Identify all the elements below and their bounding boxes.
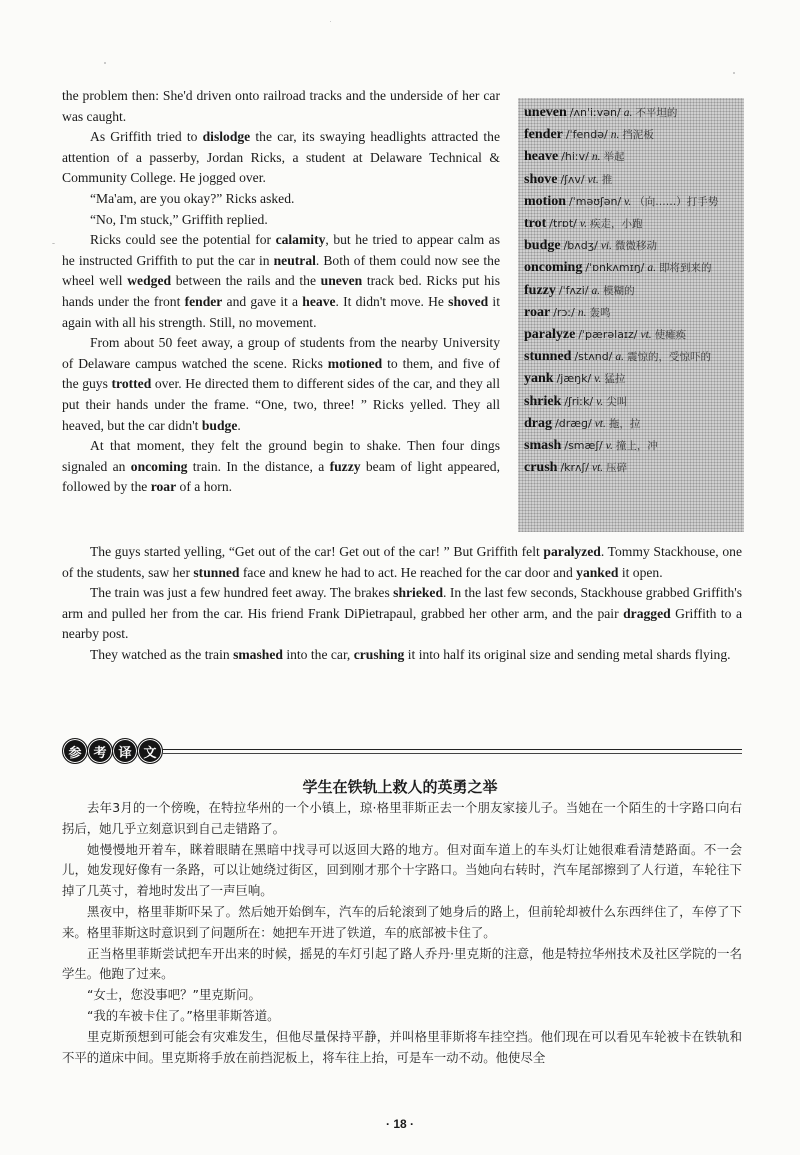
vocab-entry: [524, 146, 738, 168]
vocab-word: oncoming: [524, 260, 583, 276]
translation-paragraph: 黑夜中，格里菲斯吓呆了。然后她开始倒车，汽车的后轮滚到了她身后的路上，但前轮却被什么东西绊住了，车停了下来。格里菲斯这时意识到了问题所在：她把车开进了铁道，车的底部被卡住了。: [62, 903, 742, 940]
story-text-run: The train was just a few hundred feet away. The brakes: [90, 585, 394, 601]
vocab-ipa: /ˈfʌzi/: [558, 283, 589, 297]
story-paragraph: [62, 583, 742, 645]
vocab-word: yank: [524, 371, 554, 387]
vocab-term-highlight: fender: [184, 293, 223, 309]
vocab-entry: [524, 169, 738, 191]
vocab-word: smash: [524, 438, 562, 454]
story-text-run: “Ma'am, are you okay?” Ricks asked.: [90, 190, 295, 206]
story-text-run: .: [237, 417, 241, 433]
vocab-term-highlight: shoved: [448, 293, 489, 309]
vocab-pos: vi.: [600, 240, 613, 253]
vocab-def: 即将到来的: [659, 262, 712, 275]
story-text-run: train. In the distance, a: [187, 458, 330, 474]
vocab-ipa: /dræɡ/: [555, 416, 592, 430]
header-badge: 文: [137, 738, 163, 764]
vocab-entry: [524, 324, 738, 346]
vocab-def: 推: [601, 173, 613, 186]
vocab-term-highlight: paralyzed: [543, 544, 601, 559]
story-text-run: Griffith to a nearby post.: [62, 605, 742, 642]
story-text-run: . In the last few seconds, Stackhouse grabbed Griffith's arm and pulled her from the car. His friend Frank DiPietrapaul, grabbed her other arm, and the pair: [62, 585, 742, 621]
vocab-ipa: /bʌdʒ/: [563, 239, 598, 253]
header-badge: 考: [87, 738, 113, 764]
story-paragraph: [62, 127, 500, 189]
vocab-entry: [524, 213, 738, 235]
vocab-term-highlight: dislodge: [202, 129, 251, 145]
story-text-run: From about 50 feet away, a group of students from the nearby University of Delaware campus watched the scene. Ricks: [62, 335, 500, 371]
story-text-run: As Griffith tried to: [90, 129, 203, 145]
vocab-pos: v.: [624, 195, 632, 208]
vocab-def: 压碎: [606, 462, 628, 475]
vocab-pos: v.: [596, 395, 604, 408]
vocab-word: crush: [524, 460, 558, 476]
scan-speck: [330, 21, 331, 22]
vocab-def: 使瘫痪: [654, 329, 687, 342]
vocab-def: 举起: [603, 151, 625, 164]
vocab-ipa: /ˈpærəlaɪz/: [578, 328, 638, 342]
story-text-run: . Tommy Stackhouse, one of the students, saw her: [62, 544, 743, 580]
scan-speck: [104, 62, 106, 64]
vocab-pos: vt.: [587, 173, 599, 186]
story-text-run: face and knew he had to act. He reached for the car door and: [239, 564, 577, 580]
translation-paragraph: 里克斯预想到可能会有灾难发生，但他尽量保持平静，并叫格里菲斯将车挂空挡。他们现在可以看见车轮被卡在铁轨和不平的道床中间。里克斯将手放在前挡泥板上，将车往上抬，可是车一动不动。他使尽全: [62, 1028, 742, 1065]
header-badge: 译: [112, 738, 138, 764]
vocab-word: motion: [524, 193, 566, 209]
vocab-entry: [524, 391, 738, 413]
translation-paragraph: 她慢慢地开着车，眯着眼睛在黑暗中找寻可以返回大路的地方。但对面车道上的车头灯让她很难看清楚路面。不一会儿，她发现好像有一条路，可以让她绕过街区，回到刚才那个十字路口。当她向右转时，汽车尾部擦到了人行道，车轮往下掉了几英寸，着地时发出了一声巨响。: [62, 841, 742, 899]
vocab-ipa: /ˈɒnkʌmɪŋ/: [585, 261, 645, 275]
vocab-def: 微微移动: [615, 240, 658, 253]
story-paragraph: [62, 645, 742, 666]
vocab-pos: vt.: [591, 462, 604, 475]
header-rule: [162, 753, 742, 754]
story-text-run: it again with all his strength. Still, no movement.: [62, 293, 500, 330]
vocab-entry: [524, 368, 738, 390]
story-text-run: between the rails and the: [171, 273, 321, 289]
header-rule: [162, 749, 742, 750]
vocab-term-highlight: motioned: [327, 355, 383, 371]
vocab-ipa: /krʌʃ/: [560, 461, 589, 475]
vocab-entry: [524, 102, 738, 124]
translation-paragraph: 去年3月的一个傍晚，在特拉华州的一个小镇上，琼·格里菲斯正去一个朋友家接儿子。当她在一个陌生的十字路口向右拐后，她几乎立刻意识到自己走错路了。: [62, 800, 742, 836]
translation-paragraph: 正当格里菲斯尝试把车开出来的时候，摇晃的车灯引起了路人乔丹·里克斯的注意，他是特拉华州技术及社区学院的一名学生。他跑了过来。: [62, 945, 742, 982]
vocab-def: （向……）打手势: [634, 195, 719, 208]
story-text-run: the car, its swaying headlights attracted the attention of a passerby, Jordan Ricks, a student at Delaware Technical & Community College. He jogged over.: [62, 129, 500, 186]
story-text-run: beam of light appeared, followed by the: [62, 458, 500, 495]
vocab-def: 尖叫: [606, 395, 628, 408]
vocab-term-highlight: calamity: [275, 232, 326, 248]
story-text-run: . Both of them could now see the wheel well: [62, 252, 500, 289]
vocabulary-sidebar: [518, 98, 744, 532]
vocab-pos: vt.: [640, 329, 652, 342]
story-text-run: and gave it a: [222, 293, 303, 309]
vocab-entry: [524, 191, 738, 213]
page-number: · 18 ·: [385, 1117, 414, 1131]
story-text-lower: [62, 542, 742, 666]
vocab-term-highlight: yanked: [576, 564, 619, 580]
vocab-def: 撞上，冲: [615, 440, 658, 453]
vocab-def: 拖，拉: [608, 417, 641, 430]
story-text-run: , but he tried to appear calm as he instructed Griffith to put the car in: [62, 232, 500, 268]
vocab-term-highlight: stunned: [193, 564, 240, 580]
vocab-word: fender: [524, 127, 563, 143]
vocab-def: 挡泥板: [622, 129, 654, 142]
story-text-run: The guys started yelling, “Get out of the car! Get out of the car! ” But Griffith felt: [90, 544, 544, 559]
vocab-pos: vt.: [594, 417, 606, 430]
vocab-word: drag: [524, 415, 552, 431]
story-text-run: it open.: [618, 564, 663, 580]
vocab-ipa: /ʃʌv/: [560, 172, 585, 186]
vocab-pos: v.: [605, 440, 613, 453]
story-text-run: of a horn.: [176, 479, 233, 495]
vocab-ipa: /stʌnd/: [574, 350, 613, 364]
scan-speck: [52, 243, 55, 244]
story-text-run: At that moment, they felt the ground begin to shake. Then four dings signaled an: [62, 438, 500, 474]
vocab-word: shriek: [524, 393, 562, 409]
vocab-def: 轰鸣: [589, 306, 611, 319]
story-text-run: the problem then: She'd driven onto railroad tracks and the underside of her car was caught.: [62, 88, 500, 124]
vocab-ipa: /rɔː/: [553, 305, 575, 319]
story-paragraph: [62, 210, 500, 231]
vocab-word: stunned: [524, 349, 572, 365]
vocab-entry: [524, 302, 738, 324]
translation-paragraph: “我的车被卡住了。”格里菲斯答道。: [87, 1007, 280, 1023]
vocab-pos: n.: [577, 306, 587, 319]
story-text-upper: [62, 86, 500, 498]
reference-translation-header: [62, 738, 742, 764]
vocab-term-highlight: heave: [302, 293, 336, 309]
vocab-entry: [524, 413, 738, 435]
vocab-word: budge: [524, 238, 561, 254]
vocab-term-highlight: smashed: [233, 646, 283, 662]
vocab-ipa: /hiːv/: [561, 150, 589, 164]
story-text-run: it into half its original size and sending metal shards flying.: [404, 646, 731, 662]
story-text-run: Ricks could see the potential for: [90, 232, 276, 248]
vocab-pos: n.: [591, 151, 601, 164]
story-text-run: over. He directed them to different sides of the car, and they all put their hands under the frame. “One, two, three! ” Ricks yelled. They all heaved, but the car didn't: [62, 376, 500, 433]
vocab-term-highlight: crushing: [353, 646, 405, 662]
vocab-def: 震惊的，受惊吓的: [627, 351, 712, 364]
vocab-term-highlight: trotted: [111, 376, 152, 392]
vocab-entry: [524, 235, 738, 257]
header-badge: 参: [62, 738, 88, 764]
vocab-term-highlight: fuzzy: [329, 458, 361, 474]
story-paragraph: [62, 189, 500, 210]
translation-paragraph: “女士，您没事吧？”里克斯问。: [87, 987, 261, 1003]
vocab-ipa: /ʃriːk/: [564, 394, 594, 408]
vocab-word: trot: [524, 216, 547, 232]
scan-speck: [733, 72, 735, 74]
story-paragraph: [62, 436, 500, 498]
vocab-entry: [524, 457, 738, 479]
vocab-def: 模糊的: [603, 284, 635, 297]
vocab-pos: v.: [594, 373, 602, 386]
vocab-word: roar: [524, 304, 551, 320]
vocab-pos: a.: [615, 351, 625, 364]
vocab-pos: a.: [591, 284, 601, 297]
vocab-ipa: /trɒt/: [549, 217, 577, 231]
story-text-run: to them, and five of the guys: [62, 355, 500, 392]
vocab-ipa: /smæʃ/: [564, 439, 603, 453]
vocab-term-highlight: roar: [150, 479, 177, 495]
vocab-ipa: /ˈfendə/: [565, 128, 608, 142]
vocab-pos: n.: [610, 129, 620, 142]
vocab-ipa: /ʌnˈiːvən/: [569, 106, 621, 119]
vocab-pos: a.: [623, 107, 633, 119]
vocab-word: fuzzy: [524, 282, 556, 298]
vocab-entry: [524, 124, 738, 146]
story-paragraph: [62, 542, 742, 583]
vocab-def: 不平坦的: [635, 107, 678, 119]
vocab-term-highlight: shrieked: [393, 585, 444, 601]
vocab-def: 疾走，小跑: [589, 218, 643, 231]
vocab-pos: v.: [579, 218, 587, 231]
story-text-run: track bed. Ricks put his hands under the front: [62, 273, 500, 309]
story-text-run: “No, I'm stuck,” Griffith replied.: [90, 211, 268, 227]
translation-body: [62, 798, 742, 1068]
vocab-pos: a.: [647, 262, 657, 275]
story-text-run: into the car,: [282, 646, 354, 662]
vocab-def: 猛拉: [604, 373, 626, 386]
vocab-word: shove: [524, 171, 558, 187]
vocab-term-highlight: budge: [201, 417, 238, 433]
vocab-entry: [524, 346, 738, 368]
vocab-ipa: /jæŋk/: [556, 372, 592, 386]
translation-title: 学生在铁轨上救人的英勇之举: [302, 778, 498, 796]
vocab-term-highlight: oncoming: [130, 458, 188, 474]
vocab-term-highlight: neutral: [273, 252, 316, 268]
story-paragraph: [62, 86, 500, 127]
story-paragraph: [62, 333, 500, 436]
story-paragraph: [62, 230, 500, 333]
vocab-term-highlight: uneven: [320, 273, 363, 289]
vocab-entry: [524, 257, 738, 279]
story-text-run: They watched as the train: [90, 646, 234, 662]
vocab-ipa: /ˈməʊʃən/: [569, 194, 622, 208]
vocab-entry: [524, 435, 738, 457]
vocab-term-highlight: dragged: [623, 605, 671, 621]
story-text-run: . It didn't move. He: [335, 293, 449, 309]
vocab-word: heave: [524, 149, 559, 165]
vocab-word: uneven: [524, 105, 567, 120]
vocab-entry: [524, 280, 738, 302]
vocab-term-highlight: wedged: [127, 273, 172, 289]
vocab-word: paralyze: [524, 327, 576, 343]
